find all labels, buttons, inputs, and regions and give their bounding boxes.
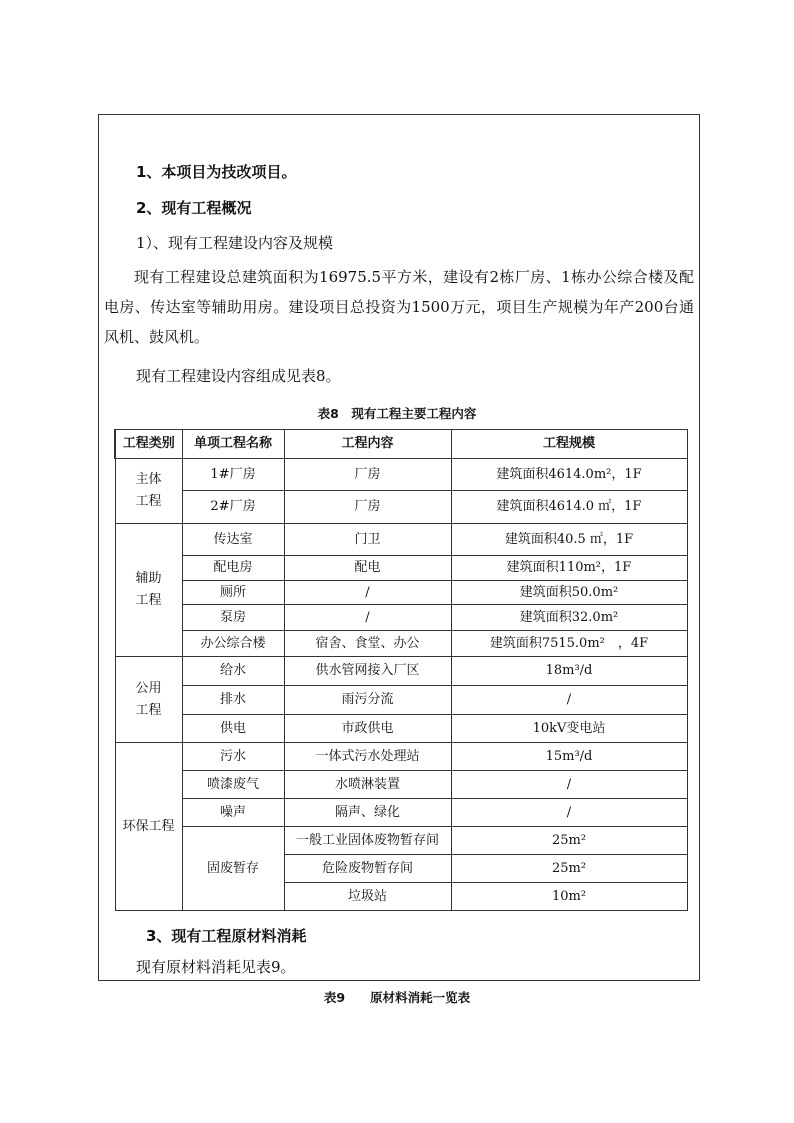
cell-scale: 18m³/d	[451, 657, 687, 686]
header-item-name: 单项工程名称	[182, 430, 284, 459]
cell-content: 垃圾站	[284, 883, 451, 911]
header-category: 工程类别	[115, 430, 182, 459]
table-row	[115, 686, 687, 715]
cell-content: 市政供电	[284, 715, 451, 743]
cell-name: 喷漆废气	[182, 771, 284, 799]
cell-scale: 10m²	[451, 883, 687, 911]
cell-name: 排水	[182, 686, 284, 715]
cell-content: 厂房	[284, 459, 451, 491]
cell-scale: 25m²	[451, 855, 687, 883]
paragraph-existing-project: 现有工程建设总建筑面积为16975.5平方米，建设有2栋厂房、1栋办公综合楼及配电房、传达室等辅助用房。建设项目总投资为1500万元，项目生产规模为年产200台通风机、鼓风机。	[104, 268, 694, 346]
cell-scale: 建筑面积32.0m²	[451, 605, 687, 631]
cell-scale: /	[451, 686, 687, 715]
cell-scale: 建筑面积110m²，1F	[451, 556, 687, 581]
paragraph-table8-ref: 现有工程建设内容组成见表8。	[136, 367, 341, 385]
cell-content: 门卫	[284, 524, 451, 556]
section-2-heading: 2、现有工程概况	[136, 199, 252, 217]
paragraph-table9-ref: 现有原材料消耗见表9。	[136, 958, 296, 976]
header-scale: 工程规模	[451, 430, 687, 459]
table-row	[115, 524, 687, 556]
cell-content: 配电	[284, 556, 451, 581]
cell-content: 宿舍、食堂、办公	[284, 631, 451, 657]
table9-caption: 表9 原材料消耗一览表	[323, 990, 471, 1005]
table-row	[115, 581, 687, 605]
table8-header-row	[115, 430, 687, 459]
cell-name: 1#厂房	[182, 459, 284, 491]
frame-bottom-border	[98, 980, 700, 981]
cell-content: 雨污分流	[284, 686, 451, 715]
table-row	[115, 827, 687, 855]
table-row	[115, 605, 687, 631]
table-row	[115, 631, 687, 657]
group-env: 环保工程	[115, 743, 182, 911]
cell-name: 办公综合楼	[182, 631, 284, 657]
cell-content: /	[284, 581, 451, 605]
cell-scale: 建筑面积50.0m²	[451, 581, 687, 605]
section-2-subheading: 1）、现有工程建设内容及规模	[136, 234, 334, 252]
cell-scale: 建筑面积4614.0 ㎡，1F	[451, 491, 687, 524]
cell-content: 危险废物暂存间	[284, 855, 451, 883]
cell-scale: 25m²	[451, 827, 687, 855]
cell-name: 2#厂房	[182, 491, 284, 524]
section-1-heading: 1、本项目为技改项目。	[136, 163, 297, 181]
cell-scale: 建筑面积4614.0m²，1F	[451, 459, 687, 491]
group-aux: 辅助 工程	[115, 524, 182, 657]
table-row	[115, 743, 687, 771]
table8	[114, 429, 688, 911]
table-row	[115, 459, 687, 491]
section-3-heading: 3、现有工程原材料消耗	[146, 927, 307, 945]
cell-content: 一般工业固体废物暂存间	[284, 827, 451, 855]
cell-content: 供水管网接入厂区	[284, 657, 451, 686]
cell-name: 噪声	[182, 799, 284, 827]
table-row	[115, 491, 687, 524]
table-row	[115, 799, 687, 827]
group-public: 公用 工程	[115, 657, 182, 743]
table-row	[115, 556, 687, 581]
cell-name: 配电房	[182, 556, 284, 581]
cell-scale: 建筑面积40.5 ㎡，1F	[451, 524, 687, 556]
cell-content: 水喷淋装置	[284, 771, 451, 799]
cell-name: 供电	[182, 715, 284, 743]
cell-scale: 15m³/d	[451, 743, 687, 771]
cell-content: 一体式污水处理站	[284, 743, 451, 771]
cell-scale: /	[451, 799, 687, 827]
cell-scale: /	[451, 771, 687, 799]
cell-name: 泵房	[182, 605, 284, 631]
header-content: 工程内容	[284, 430, 451, 459]
cell-name: 污水	[182, 743, 284, 771]
table-row	[115, 715, 687, 743]
group-solid-waste: 固废暂存	[182, 827, 284, 911]
table-row	[115, 771, 687, 799]
cell-name: 厕所	[182, 581, 284, 605]
cell-content: 厂房	[284, 491, 451, 524]
table8-caption: 表8 现有工程主要工程内容	[317, 406, 477, 421]
cell-content: /	[284, 605, 451, 631]
cell-scale: 10kV变电站	[451, 715, 687, 743]
cell-scale: 建筑面积7515.0m² ，4F	[451, 631, 687, 657]
cell-name: 传达室	[182, 524, 284, 556]
table-row	[115, 657, 687, 686]
cell-name: 给水	[182, 657, 284, 686]
cell-content: 隔声、绿化	[284, 799, 451, 827]
group-main: 主体 工程	[115, 459, 182, 524]
